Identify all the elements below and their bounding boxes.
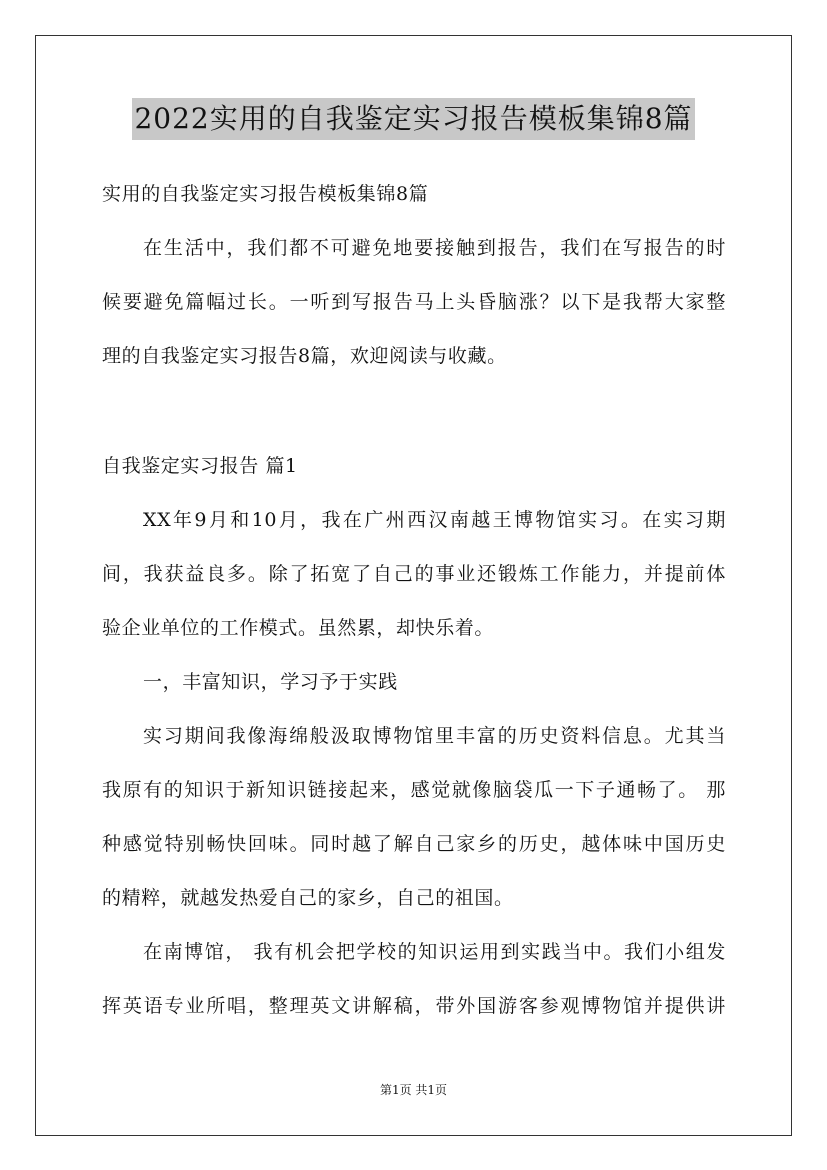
- para1-line-3: 验企业单位的工作模式。虽然累，却快乐着。: [102, 617, 495, 639]
- section-heading: 自我鉴定实习报告 篇1: [102, 455, 298, 477]
- para2-line-1: 实习期间我像海绵般汲取博物馆里丰富的历史资料信息。尤其当: [143, 725, 726, 747]
- page-footer: 第1页 共1页: [379, 1083, 448, 1097]
- para3-line-2: 挥英语专业所唱，整理英文讲解稿，带外国游客参观博物馆并提供讲: [102, 995, 726, 1017]
- intro-line-3: 理的自我鉴定实习报告8篇，欢迎阅读与收藏。: [102, 345, 507, 367]
- para2-line-4: 的精粹，就越发热爱自己的家乡，自己的祖国。: [102, 887, 514, 909]
- intro-line-1: 在生活中，我们都不可避免地要接触到报告，我们在写报告的时: [143, 237, 726, 259]
- para2-line-3: 种感觉特别畅快回味。同时越了解自己家乡的历史，越体味中国历史: [102, 833, 726, 855]
- subheading: 一，丰富知识，学习予于实践: [143, 671, 398, 693]
- para1-line-1: XX年9月和10月，我在广州西汉南越王博物馆实习。在实习期: [143, 509, 726, 531]
- subtitle: 实用的自我鉴定实习报告模板集锦8篇: [102, 183, 429, 205]
- title-wrapper: [0, 98, 827, 140]
- para3-line-1: 在南博馆， 我有机会把学校的知识运用到实践当中。我们小组发: [143, 941, 726, 963]
- intro-line-2: 候要避免篇幅过长。一听到写报告马上头昏脑涨？以下是我帮大家整: [102, 291, 726, 313]
- document-title: 2022实用的自我鉴定实习报告模板集锦8篇: [132, 98, 694, 140]
- para2-line-2: 我原有的知识于新知识链接起来，感觉就像脑袋瓜一下子通畅了。 那: [102, 779, 726, 801]
- para1-line-2: 间，我获益良多。除了拓宽了自己的事业还锻炼工作能力，并提前体: [102, 563, 726, 585]
